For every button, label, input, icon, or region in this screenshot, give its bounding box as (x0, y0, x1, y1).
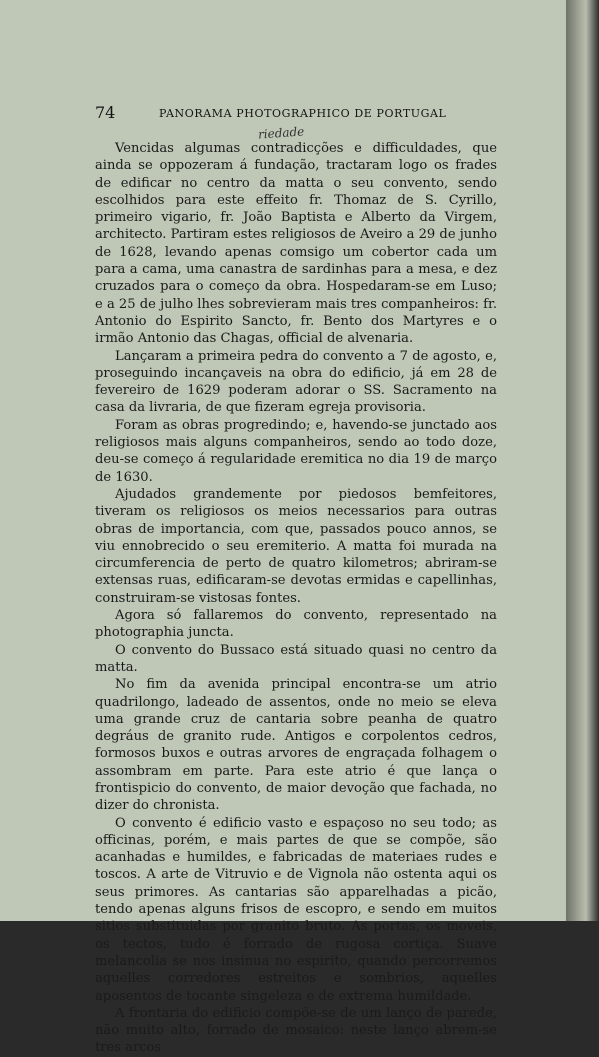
book-spine (566, 0, 599, 921)
paragraph: Foram as obras progredindo; e, havendo-se junctado aos religiosos mais alguns companheiros, sendo ao todo doze, deu-se começo á regularidade eremitica no dia 19 de março de 1630. (95, 417, 497, 485)
paragraph: Ajudados grandemente por piedosos bemfeitores, tiveram os religiosos os meios necessarios para outras obras de importancia, com que, passados pouco annos, se viu ennobrecido o seu eremiterio. A matta foi murada na circumferencia de perto de quatro kilometros; abriram-se extensas ruas, edificaram-se devotas ermidas e capellinhas, construiram-se vistosas fontes. (95, 486, 497, 606)
running-head: PANORAMA PHOTOGRAPHICO DE PORTUGAL (159, 107, 447, 120)
paragraph: O convento é edificio vasto e espaçoso no seu todo; as officinas, porém, e mais partes de que se compõe, são acanhadas e humildes, e fabricadas de materiaes rudes e toscos. A arte de Vitruvio e de Vignola não ostenta aqui os seus primores. As cantarias são apparelhadas a picão, tendo apenas alguns frisos de escopro, e sendo em muitos sitios substituidas por granito bruto. As portas, os moveis, os tectos, tudo é forrado de rugosa cortiça. Suave melancolia se nos insinua no espirito, quando percorremos aquelles corredores estreitos e sombrios, aquelles aposentos de tocante singeleza e de extrema humildade. (95, 815, 497, 1004)
page-number: 74 (95, 103, 116, 122)
paragraph: Lançaram a primeira pedra do convento a 7 de agosto, e, proseguindo incançaveis na obra do edificio, já em 28 de fevereiro de 1629 poderam adorar o SS. Sacramento na casa da livraria, de que fizeram egreja provisoria. (95, 348, 497, 416)
paragraph: O convento do Bussaco está situado quasi no centro da matta. (95, 642, 497, 675)
paragraph: A frontaria do edificio compõe-se de um lanço de parede, não muito alto, forrado de mosaico: neste lanço abrem-se tres arcos (95, 1005, 497, 1056)
body-text (95, 140, 497, 1057)
paragraph: No fim da avenida principal encontra-se um atrio quadrilongo, ladeado de assentos, onde no meio se eleva uma grande cruz de cantaria sobre peanha de quatro degráus de granito rude. Antigos e corpolentos cedros, formosos buxos e outras arvores de engraçada folhagem o assombram em parte. Para este atrio é que lança o frontispicio do convento, de maior devoção que fachada, no dizer do chronista. (95, 677, 497, 814)
paragraph: Vencidas algumas contradicções e difficuldades, que ainda se oppozeram á fundação, tractaram logo os frades de edificar no centro da matta o seu convento, sendo escolhidos para este effeito fr. Thomaz de S. Cyrillo, primeiro vigario, fr. João Baptista e Alberto da Virgem, architecto. Partiram estes religiosos de Aveiro a 29 de junho de 1628, levando apenas comsigo um cobertor cada um para a cama, uma canastra de sardinhas para a mesa, e dez cruzados para o começo da obra. Hospedaram-se em Luso; e a 25 de julho lhes sobrevieram mais tres companheiros: fr. Antonio do Espirito Sancto, fr. Bento dos Martyres e o irmão Antonio das Chagas, official de alvenaria. (95, 141, 497, 347)
page-header (95, 103, 495, 125)
paragraph: Agora só fallaremos do convento, representado na photographia juncta. (95, 608, 497, 641)
handwritten-annotation: riedade (257, 124, 305, 142)
